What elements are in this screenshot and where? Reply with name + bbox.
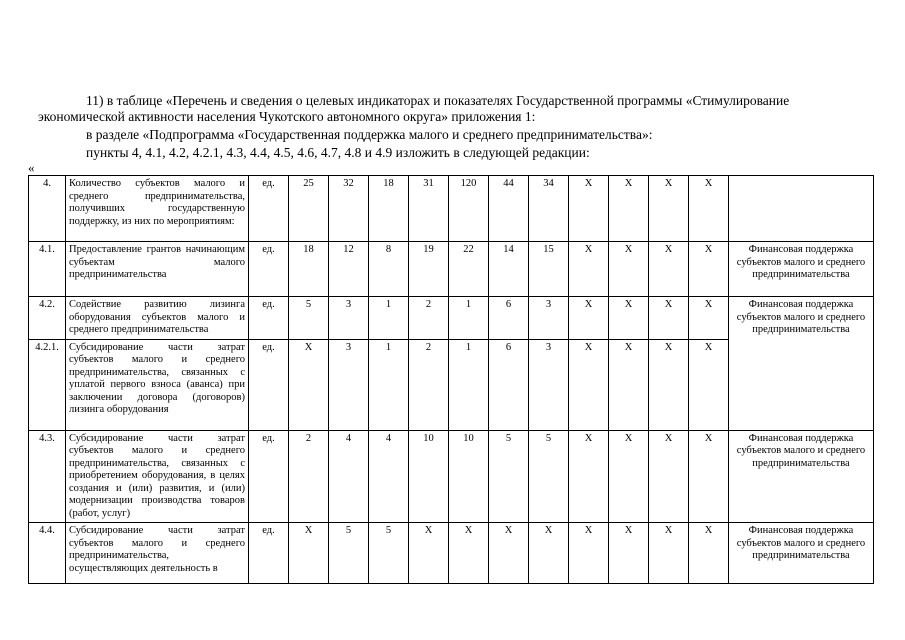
value-cell: X <box>689 297 729 340</box>
measure-note <box>729 176 874 242</box>
value-cell: 1 <box>449 339 489 430</box>
unit: ед. <box>249 297 289 340</box>
paragraph-item-11-continued: экономической активности населения Чукотского автономного округа» приложения 1: <box>38 109 536 124</box>
value-cell: 31 <box>409 176 449 242</box>
value-cell: 10 <box>409 430 449 523</box>
value-cell: X <box>649 297 689 340</box>
value-cell: X <box>289 339 329 430</box>
value-cell: 25 <box>289 176 329 242</box>
indicator-name: Субсидирование части затрат субъектов малого и среднего предпринимательства, связанных с приобретением оборудования, в целях создания и (или) развития, и (или) модернизации производства товаров (работ, услуг) <box>66 430 249 523</box>
indicator-name: Содействие развитию лизинга оборудования субъектов малого и среднего предпринимательства <box>66 297 249 340</box>
value-cell: X <box>689 339 729 430</box>
value-cell: 12 <box>329 242 369 297</box>
table-row <box>29 176 874 242</box>
row-number: 4.4. <box>29 523 66 584</box>
value-cell: 2 <box>289 430 329 523</box>
value-cell: 8 <box>369 242 409 297</box>
value-cell: 5 <box>369 523 409 584</box>
value-cell: 3 <box>329 297 369 340</box>
value-cell: X <box>569 523 609 584</box>
value-cell: X <box>689 176 729 242</box>
paragraph-section: в разделе «Подпрограмма «Государственная поддержка малого и среднего предпринимательства»: <box>86 127 653 142</box>
value-cell: X <box>689 523 729 584</box>
value-cell: 18 <box>369 176 409 242</box>
value-cell: X <box>609 339 649 430</box>
value-cell: 3 <box>529 339 569 430</box>
value-cell: X <box>569 339 609 430</box>
indicator-name: Предоставление грантов начинающим субъектам малого предпринимательства <box>66 242 249 297</box>
value-cell: X <box>689 430 729 523</box>
value-cell: 6 <box>489 297 529 340</box>
row-number: 4.2.1. <box>29 339 66 430</box>
value-cell: X <box>609 176 649 242</box>
value-cell: X <box>649 242 689 297</box>
value-cell: X <box>569 242 609 297</box>
value-cell: 15 <box>529 242 569 297</box>
value-cell: 18 <box>289 242 329 297</box>
table-row <box>29 430 874 523</box>
value-cell: X <box>609 297 649 340</box>
value-cell: 44 <box>489 176 529 242</box>
value-cell: X <box>569 430 609 523</box>
value-cell: X <box>649 176 689 242</box>
measure-note: Финансовая поддержка субъектов малого и среднего предпринимательства <box>729 430 874 523</box>
indicator-name: Субсидирование части затрат субъектов малого и среднего предпринимательства, осуществляющих деятельность в <box>66 523 249 584</box>
unit: ед. <box>249 339 289 430</box>
value-cell: 3 <box>329 339 369 430</box>
row-number: 4.3. <box>29 430 66 523</box>
value-cell: 22 <box>449 242 489 297</box>
open-quote: « <box>28 160 35 175</box>
measure-note: Финансовая поддержка субъектов малого и среднего предпринимательства <box>729 523 874 584</box>
paragraph-points: пункты 4, 4.1, 4.2, 4.2.1, 4.3, 4.4, 4.5, 4.6, 4.7, 4.8 и 4.9 изложить в следующей редакции: <box>86 145 590 160</box>
unit: ед. <box>249 176 289 242</box>
unit: ед. <box>249 523 289 584</box>
indicators-table <box>28 175 874 584</box>
value-cell: 14 <box>489 242 529 297</box>
measure-note: Финансовая поддержка субъектов малого и среднего предпринимательства <box>729 297 874 431</box>
value-cell: X <box>609 523 649 584</box>
value-cell: 2 <box>409 339 449 430</box>
value-cell: X <box>569 297 609 340</box>
value-cell: 5 <box>489 430 529 523</box>
value-cell: X <box>649 430 689 523</box>
value-cell: X <box>609 430 649 523</box>
table-row <box>29 523 874 584</box>
value-cell: X <box>409 523 449 584</box>
value-cell: X <box>529 523 569 584</box>
row-number: 4.2. <box>29 297 66 340</box>
value-cell: X <box>489 523 529 584</box>
value-cell: X <box>449 523 489 584</box>
value-cell: 4 <box>329 430 369 523</box>
value-cell: 5 <box>329 523 369 584</box>
table-row <box>29 297 874 340</box>
value-cell: X <box>289 523 329 584</box>
value-cell: X <box>609 242 649 297</box>
value-cell: 6 <box>489 339 529 430</box>
value-cell: 32 <box>329 176 369 242</box>
value-cell: 19 <box>409 242 449 297</box>
value-cell: 10 <box>449 430 489 523</box>
row-number: 4.1. <box>29 242 66 297</box>
measure-note: Финансовая поддержка субъектов малого и среднего предпринимательства <box>729 242 874 297</box>
unit: ед. <box>249 242 289 297</box>
value-cell: X <box>569 176 609 242</box>
value-cell: X <box>649 339 689 430</box>
value-cell: 34 <box>529 176 569 242</box>
indicator-name: Количество субъектов малого и среднего предпринимательства, получивших государственную поддержку, из них по мероприятиям: <box>66 176 249 242</box>
value-cell: 120 <box>449 176 489 242</box>
value-cell: 2 <box>409 297 449 340</box>
value-cell: X <box>689 242 729 297</box>
value-cell: 1 <box>369 297 409 340</box>
value-cell: 3 <box>529 297 569 340</box>
table-row <box>29 242 874 297</box>
indicator-name: Субсидирование части затрат субъектов малого и среднего предпринимательства, связанных с уплатой первого взноса (аванса) при заключении договора (договоров) лизинга оборудования <box>66 339 249 430</box>
value-cell: 5 <box>529 430 569 523</box>
value-cell: 4 <box>369 430 409 523</box>
row-number: 4. <box>29 176 66 242</box>
value-cell: 1 <box>449 297 489 340</box>
paragraph-item-11: 11) в таблице «Перечень и сведения о целевых индикаторах и показателях Государственной программы «Стимулирование <box>86 93 790 108</box>
value-cell: 1 <box>369 339 409 430</box>
unit: ед. <box>249 430 289 523</box>
value-cell: 5 <box>289 297 329 340</box>
value-cell: X <box>649 523 689 584</box>
